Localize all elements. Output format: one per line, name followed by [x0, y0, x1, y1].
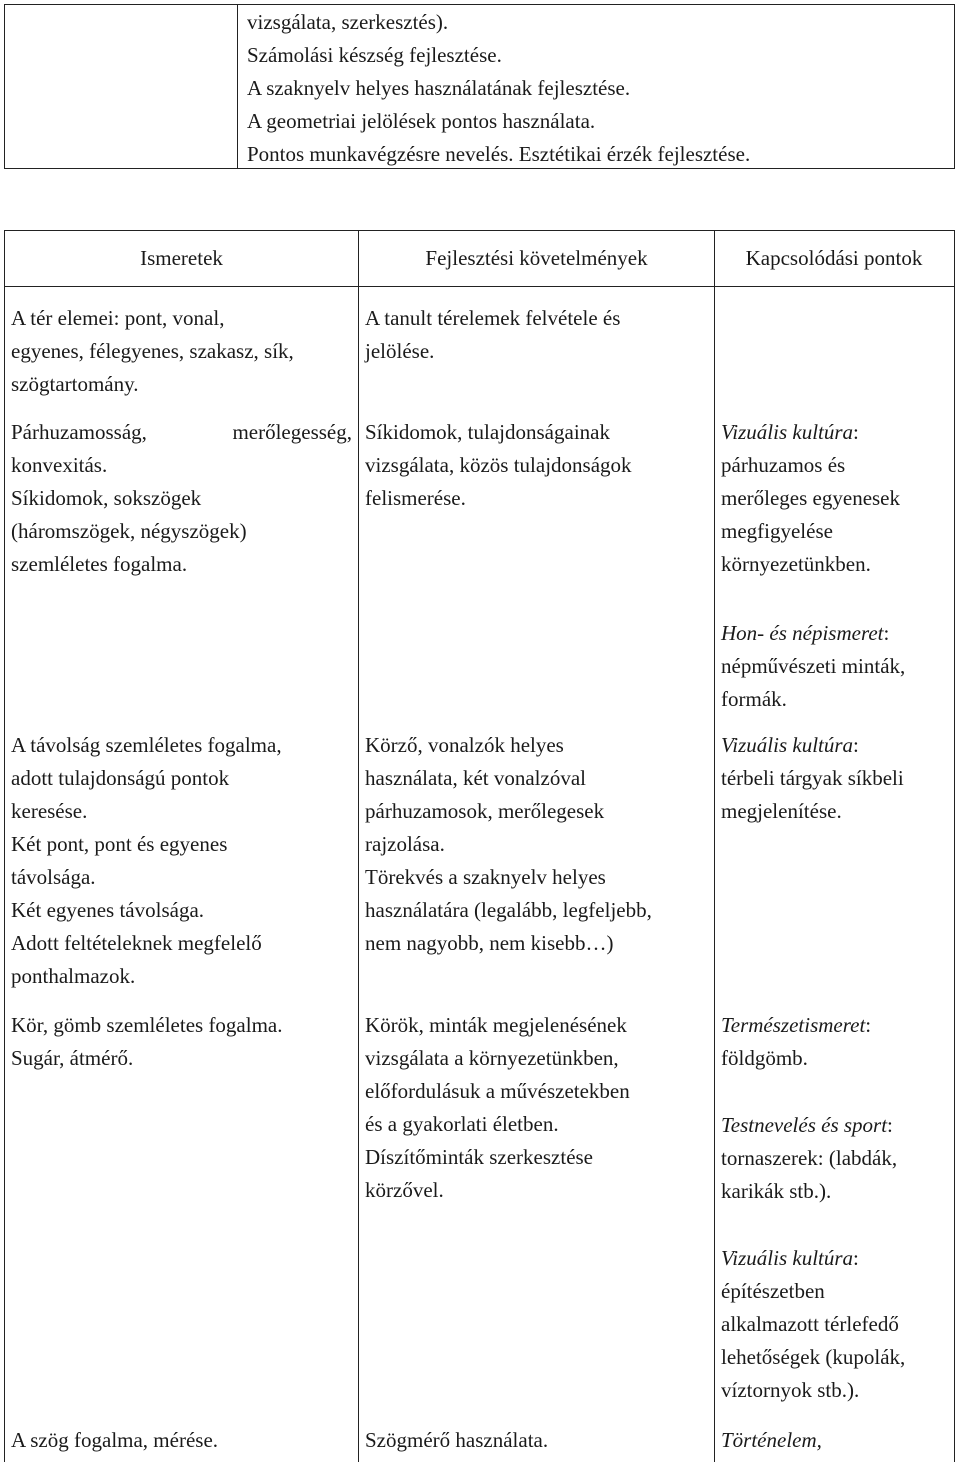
text-line: Síkidomok, tulajdonságainak [365, 420, 610, 444]
text-line: felismerése. [365, 486, 466, 510]
text-line: Körök, minták megjelenésének [365, 1013, 627, 1037]
text-line: lehetőségek (kupolák, [721, 1345, 906, 1369]
subject-name: Hon- és népismeret [721, 621, 884, 645]
subject-heading [721, 729, 904, 762]
subject-colon: : [887, 1113, 893, 1137]
top-cell-text [247, 6, 750, 171]
text-line: vizsgálata, szerkesztés). [247, 10, 449, 34]
text-line: A szög fogalma, mérése. [11, 1428, 219, 1452]
text-line: A szaknyelv helyes használatának fejlesztése. [247, 76, 631, 100]
text-line: A távolság szemléletes fogalma, [11, 733, 282, 757]
row4-kapcsolodasi-b [721, 1109, 897, 1208]
text-line [11, 416, 352, 449]
text-line: használatára (legalább, legfeljebb, [365, 898, 652, 922]
text-line: tornaszerek: (labdák, [721, 1146, 898, 1170]
text-line: környezetünkben. [721, 552, 871, 576]
text-line: megjelenítése. [721, 799, 842, 823]
text-line: egyenes, félegyenes, szakasz, sík, [11, 339, 294, 363]
row4-kapcsolodasi-a [721, 1009, 871, 1075]
text-line: A tanult térelemek felvétele és [365, 306, 621, 330]
text-line: Két pont, pont és egyenes [11, 832, 228, 856]
row3-kapcsolodasi [721, 729, 904, 828]
text-line: nem nagyobb, nem kisebb…) [365, 931, 614, 955]
text-line: Kör, gömb szemléletes fogalma. [11, 1013, 283, 1037]
column-divider [237, 5, 238, 168]
text-line: szemléletes fogalma. [11, 552, 188, 576]
text-line: térbeli tárgyak síkbeli [721, 766, 904, 790]
table-header [4, 230, 955, 287]
row2-kapcsolodasi-2 [721, 617, 905, 716]
text-line: ponthalmazok. [11, 964, 136, 988]
text-line: Körző, vonalzók helyes [365, 733, 564, 757]
text-line: Két egyenes távolsága. [11, 898, 205, 922]
text-word: Párhuzamosság, [11, 420, 147, 444]
text-line: Szögmérő használata. [365, 1428, 549, 1452]
text-line: karikák stb.). [721, 1179, 832, 1203]
row3-ismeretek [11, 729, 282, 993]
subject-colon: : [883, 621, 890, 645]
text-line: formák. [721, 687, 787, 711]
subject-colon: : [865, 1013, 872, 1037]
row5-ismeretek [11, 1424, 218, 1457]
text-line: konvexitás. [11, 453, 108, 477]
subject-name: Vizuális kultúra [721, 420, 854, 444]
subject-name: Természetismeret [721, 1013, 866, 1037]
text-line: Síkidomok, sokszögek [11, 486, 202, 510]
text-line: körzővel. [365, 1178, 444, 1202]
subject-heading [721, 617, 905, 650]
subject-name: Vizuális kultúra [721, 733, 854, 757]
column-divider [358, 286, 359, 1462]
text-line: népművészeti minták, [721, 654, 906, 678]
text-line: építészetben [721, 1279, 825, 1303]
subject-heading [721, 416, 900, 449]
text-line: Sugár, átmérő. [11, 1046, 134, 1070]
text-line: Díszítőminták szerkesztése [365, 1145, 594, 1169]
text-line: víztornyok stb.). [721, 1378, 860, 1402]
row4-fejlesztesi [365, 1009, 630, 1207]
row1-fejlesztesi [365, 302, 620, 368]
header-ismeretek: Ismeretek [140, 246, 223, 270]
text-line: Pontos munkavégzésre nevelés. Esztétikai érzék fejlesztése. [247, 142, 751, 166]
row2-fejlesztesi [365, 416, 632, 515]
text-word: merőlegesség, [232, 420, 352, 444]
header-kapcsolodasi: Kapcsolódási pontok [745, 246, 923, 270]
text-line: földgömb. [721, 1046, 808, 1070]
subject-name: Testnevelés és sport [721, 1113, 888, 1137]
text-line: Számolási készség fejlesztése. [247, 43, 502, 67]
text-line: Adott feltételeknek megfelelő [11, 931, 262, 955]
header-fejlesztesi: Fejlesztési követelmények [425, 246, 648, 270]
text-line: párhuzamosok, merőlegesek [365, 799, 605, 823]
text-line: használata, két vonalzóval [365, 766, 586, 790]
table-body [4, 286, 955, 1462]
text-line: vizsgálata a környezetünkben, [365, 1046, 619, 1070]
text-line: adott tulajdonságú pontok [11, 766, 230, 790]
subject-heading [721, 1242, 905, 1275]
subject-colon: : [853, 733, 859, 757]
column-divider [714, 286, 715, 1462]
text-line: alkalmazott térlefedő [721, 1312, 899, 1336]
subject-colon: : [853, 420, 859, 444]
subject-heading [721, 1009, 871, 1042]
row3-fejlesztesi [365, 729, 652, 960]
row4-ismeretek [11, 1009, 283, 1075]
text-line: előfordulásuk a művészetekben [365, 1079, 630, 1103]
subject-heading [721, 1424, 822, 1457]
text-line: merőleges egyenesek [721, 486, 901, 510]
text-line: és a gyakorlati életben. [365, 1112, 559, 1136]
subject-name: Vizuális kultúra [721, 1246, 854, 1270]
row2-ismeretek [11, 416, 352, 581]
subject-heading [721, 1109, 897, 1142]
text-line: jelölése. [365, 339, 435, 363]
text-line: megfigyelése [721, 519, 833, 543]
text-line: A tér elemei: pont, vonal, [11, 306, 225, 330]
row4-kapcsolodasi-c [721, 1242, 905, 1407]
subject-name: Történelem, [721, 1428, 822, 1452]
text-line: szögtartomány. [11, 372, 139, 396]
top-table [4, 4, 955, 169]
text-line: vizsgálata, közös tulajdonságok [365, 453, 632, 477]
text-line: (háromszögek, négyszögek) [11, 519, 247, 543]
row5-fejlesztesi [365, 1424, 548, 1457]
text-line: rajzolása. [365, 832, 445, 856]
subject-colon: : [853, 1246, 859, 1270]
text-line: keresése. [11, 799, 88, 823]
row2-kapcsolodasi [721, 416, 900, 581]
row5-kapcsolodasi [721, 1424, 822, 1457]
text-line: Törekvés a szaknyelv helyes [365, 865, 606, 889]
text-line: A geometriai jelölések pontos használata. [247, 109, 596, 133]
text-line: távolsága. [11, 865, 96, 889]
text-line: párhuzamos és [721, 453, 846, 477]
row1-ismeretek [11, 302, 294, 401]
